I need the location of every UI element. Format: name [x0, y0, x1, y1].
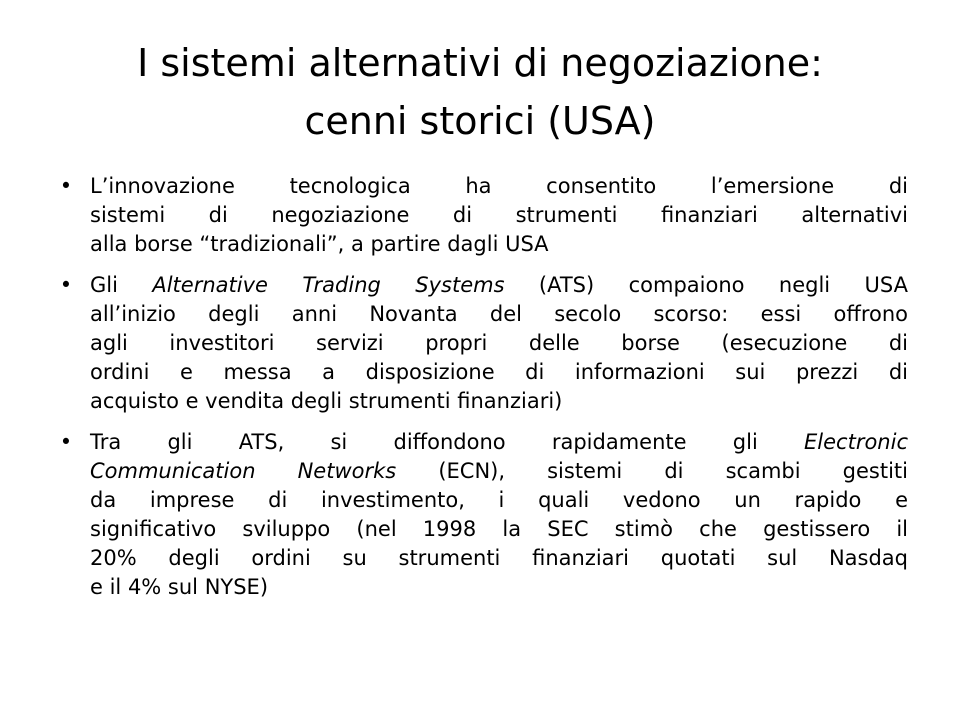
bullet-2-line-4: ordini e messa a disposizione di informazioni sui prezzi di [90, 360, 908, 384]
bullet-1-line-3: alla borse “tradizionali”, a partire dagli USA [90, 232, 549, 256]
bullet-list [56, 172, 908, 614]
slide-title-line-2: cenni storici (USA) [304, 99, 656, 143]
bullet-3-emphasis-ecn: Communication Networks [90, 459, 397, 483]
bullet-2-line-1-pre: Gli [90, 273, 153, 297]
bullet-2-line-2: all’inizio degli anni Novanta del secolo scorso: essi offrono [90, 302, 908, 326]
bullet-2-line-3: agli investitori servizi propri delle borse (esecuzione di [90, 331, 908, 355]
bullet-1-line-2: sistemi di negoziazione di strumenti finanziari alternativi [90, 203, 908, 227]
bullet-3-line-5: 20% degli ordini su strumenti finanziari quotati sul Nasdaq [90, 546, 908, 570]
bullet-2-line-1 [90, 271, 908, 300]
bullet-3-line-4: significativo sviluppo (nel 1998 la SEC stimò che gestissero il [90, 517, 908, 541]
bullet-2-line-1-post: (ATS) compaiono negli USA [504, 273, 908, 297]
bullet-3-line-3: da imprese di investimento, i quali vedono un rapido e [90, 488, 908, 512]
bullet-3-line-1-pre: Tra gli ATS, si diffondono rapidamente gli [90, 430, 805, 454]
bullet-icon: • [59, 273, 73, 297]
bullet-3-emphasis-electronic: Electronic [804, 430, 908, 454]
bullet-3-line-2-post: (ECN), sistemi di scambi gestiti [396, 459, 908, 483]
bullet-icon: • [59, 430, 73, 454]
bullet-3-line-2 [90, 457, 908, 486]
bullet-item-3 [56, 428, 908, 602]
bullet-2-emphasis-ats: Alternative Trading Systems [152, 273, 505, 297]
slide-title-line-1: I sistemi alternativi di negoziazione: [137, 41, 823, 85]
slide-title [60, 34, 900, 150]
bullet-icon: • [59, 174, 73, 198]
bullet-item-1 [56, 172, 908, 259]
bullet-item-2 [56, 271, 908, 416]
bullet-3-line-1 [90, 428, 908, 457]
bullet-3-line-6: e il 4% sul NYSE) [90, 575, 269, 599]
bullet-2-line-5: acquisto e vendita degli strumenti finanziari) [90, 389, 563, 413]
bullet-1-line-1: L’innovazione tecnologica ha consentito l’emersione di [90, 174, 908, 198]
